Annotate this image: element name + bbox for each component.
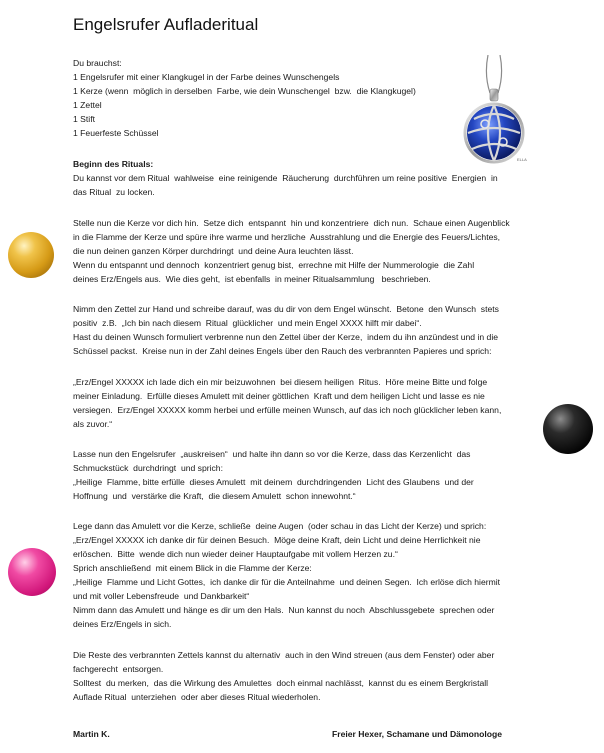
paragraph-line: Stelle nun die Kerze vor dich hin. Setze dich entspannt hin und konzentriere dich nun. Schaue einen Augenblick — [73, 218, 510, 228]
paragraph-line: die nun deinen ganzen Körper durchdringt und deine Aura leuchten lässt. — [73, 246, 354, 256]
paragraph-line: das Ritual zu locken. — [73, 187, 155, 197]
document-title: Engelsrufer Aufladeritual — [73, 15, 259, 34]
paragraph-line: Schüssel packst. Kreise nun in der Zahl deines Engels über den Rauch des verbrannten Papieres und sprich: — [73, 346, 492, 356]
pink-sound-ball-image — [8, 548, 56, 596]
paragraph-line: in die Flamme der Kerze und spüre ihre warme und herzliche Ausstrahlung und die Energie des Feuers/Lichtes, — [73, 232, 501, 242]
paragraph-line: Hast du deinen Wunsch formuliert verbrenne nun den Zettel über der Kerze, indem du ihn anzündest und in die — [73, 332, 499, 342]
black-sound-ball-image — [543, 404, 593, 454]
paragraph-line: deines Erz/Engels in sich. — [73, 619, 172, 629]
ritual-heading: Beginn des Rituals: — [73, 159, 154, 169]
paragraph-line: Lege dann das Amulett vor die Kerze, schließe deine Augen (oder schau in das Licht der Kerze) und sprich: — [73, 521, 487, 531]
needs-heading: Du brauchst: — [73, 58, 122, 68]
needs-item: 1 Engelsrufer mit einer Klangkugel in der Farbe deines Wunschengels — [73, 72, 340, 82]
paragraph-line: erlöschen. Bitte wende dich nun wieder deiner Hauptaufgabe mit vollem Herzen zu.“ — [73, 549, 398, 559]
paragraph-line: meiner Einladung. Erfülle dieses Amulett mit deiner göttlichen Kraft und dem heiligen Licht und lasse es nie — [73, 391, 485, 401]
paragraph-line: Die Reste des verbrannten Zettels kannst du alternativ auch in den Wind streuen (aus dem Fenster) oder aber — [73, 650, 495, 660]
needs-item: 1 Stift — [73, 114, 95, 124]
paragraph-line: Nimm den Zettel zur Hand und schreibe darauf, was du dir von dem Engel wünscht. Betone den Wunsch stets — [73, 304, 499, 314]
needs-item: 1 Zettel — [73, 100, 102, 110]
paragraph-line: Wenn du entspannt und dennoch konzentriert genug bist, errechne mit Hilfe der Nummerologie die Zahl — [73, 260, 475, 270]
paragraph-line: Auflade Ritual unterziehen oder aber dieses Ritual wiederholen. — [73, 692, 321, 702]
paragraph-line: positiv z.B. „Ich bin nach diesem Ritual glücklicher und mein Engel XXXX hilft mir dabei“. — [73, 318, 422, 328]
paragraph-line: fachgerecht entsorgen. — [73, 664, 164, 674]
paragraph-line: Solltest du merken, das die Wirkung des Amulettes doch einmal nachlässt, kannst du es einem Bergkristall — [73, 678, 489, 688]
paragraph-line: Sprich anschließend mit einem Blick in die Flamme der Kerze: — [73, 563, 312, 573]
paragraph-line: Hoffnung und verstärke die Kraft, die diesem Amulett schon innewohnt.“ — [73, 491, 356, 501]
gold-sound-ball-image — [8, 232, 54, 278]
author-role: Freier Hexer, Schamane und Dämonologe — [332, 729, 503, 739]
paragraph-line: „Heilige Flamme, bitte erfülle dieses Amulett mit deinem durchdringenden Licht des Glaubens und der — [73, 477, 474, 487]
needs-item: 1 Kerze (wenn möglich in derselben Farbe, wie dein Wunschengel bzw. die Klangkugel) — [73, 86, 416, 96]
paragraph-line: versiegen. Erz/Engel XXXXX komm herbei und erfülle meinen Wunsch, auf das ich noch glücklicher leben kann, — [73, 405, 502, 415]
paragraph-line: Du kannst vor dem Ritual wahlweise eine reinigende Räucherung durchführen um reine positive Energien in — [73, 173, 498, 183]
paragraph-line: „Erz/Engel XXXXX ich lade dich ein mir beizuwohnen bei diesem heiligen Ritus. Höre meine Bitte und folge — [73, 377, 488, 387]
paragraph-line: „Erz/Engel XXXXX ich danke dir für deinen Besuch. Möge deine Kraft, dein Licht und deine Herrlichkeit nie — [73, 535, 481, 545]
paragraph-line: Nimm dann das Amulett und hänge es dir um den Hals. Nun kannst du noch Abschlussgebete sprechen oder — [73, 605, 495, 615]
brand-mark: ELLA — [517, 157, 527, 162]
author-name: Martin K. — [73, 729, 110, 739]
needs-item: 1 Feuerfeste Schüssel — [73, 128, 159, 138]
paragraph-line: als zuvor.“ — [73, 419, 113, 429]
paragraph-line: „Heilige Flamme und Licht Gottes, ich danke dir für die Anteilnahme und deinen Segen. Ich erlöse dich hiermit — [73, 577, 501, 587]
paragraph-line: Schmuckstück durchdringt und sprich: — [73, 463, 223, 473]
paragraph-line: und mit voller Lebensfreude und Dankbarkeit“ — [73, 591, 250, 601]
angel-caller-pendant-image — [454, 55, 534, 167]
paragraph-line: deines Erz/Engels aus. Wie dies geht, ist ebenfalls in meiner Ritualsammlung beschrieben. — [73, 274, 431, 284]
paragraph-line: Lasse nun den Engelsrufer „auskreisen“ und halte ihn dann so vor die Kerze, dass das Kerzenlicht das — [73, 449, 471, 459]
